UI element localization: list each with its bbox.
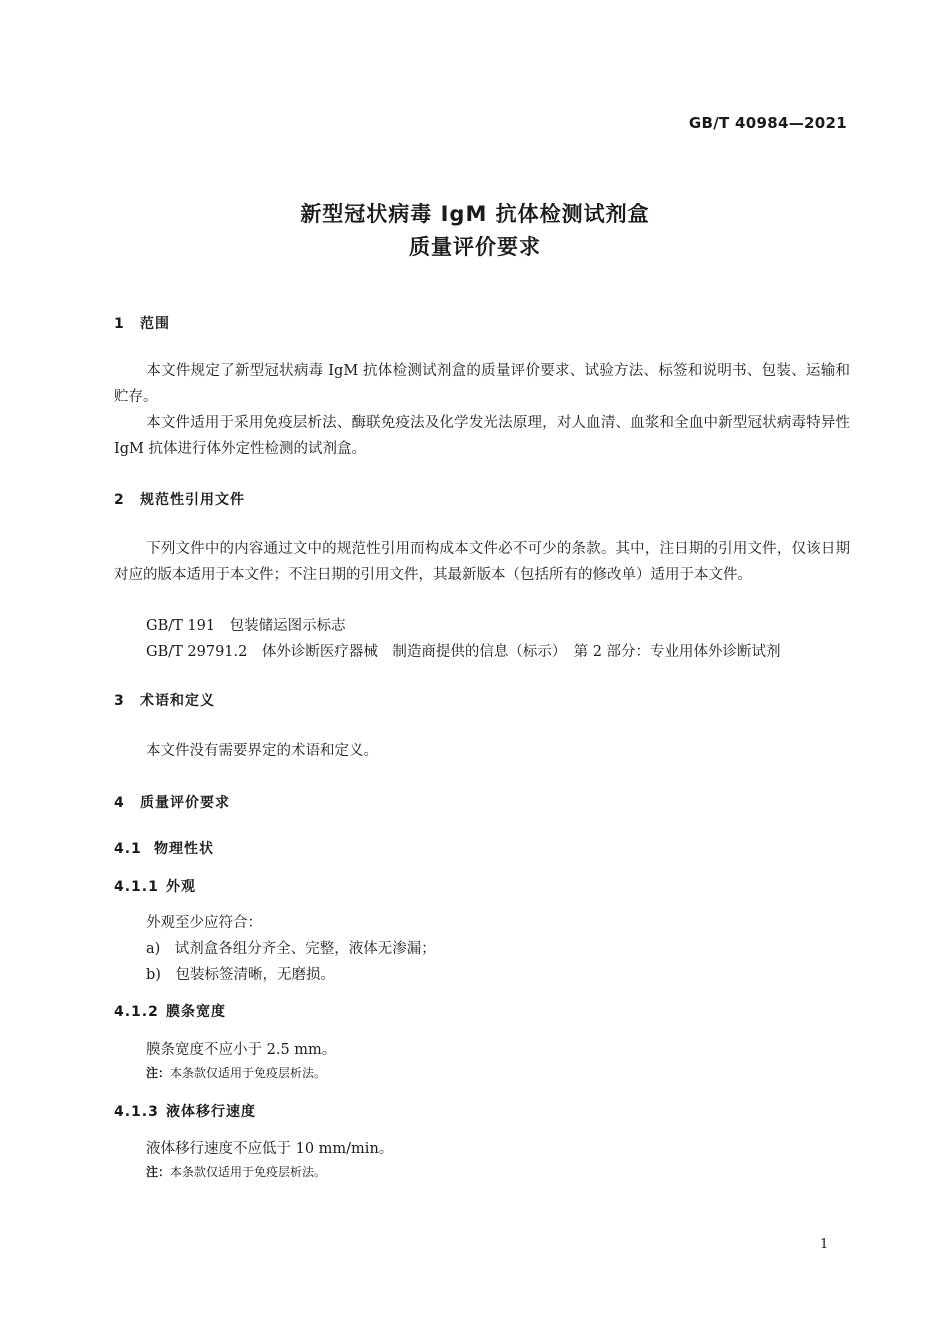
section-1-heading xyxy=(114,313,170,333)
section-number: 4.1.2 xyxy=(114,1004,159,1020)
section-title: 范围 xyxy=(140,316,170,332)
subsection-4-1-2-heading xyxy=(114,1001,226,1021)
section-number: 4.1 xyxy=(114,841,142,857)
section-title: 质量评价要求 xyxy=(140,795,230,811)
section-2-heading xyxy=(114,489,245,509)
section-title: 规范性引用文件 xyxy=(140,492,245,508)
reference-item: GB/T 29791.2 体外诊断医疗器械 制造商提供的信息（标示） 第 2 部分：专业用体外诊断试剂 xyxy=(146,644,781,660)
section-number: 2 xyxy=(114,492,125,508)
section-number: 4.1.3 xyxy=(114,1104,159,1120)
section-3-heading xyxy=(114,690,215,710)
section-number: 3 xyxy=(114,693,125,709)
section-title: 物理性状 xyxy=(154,841,214,857)
document-title-line1: 新型冠状病毒 IgM 抗体检测试剂盒 xyxy=(300,202,650,226)
section-title: 膜条宽度 xyxy=(166,1004,226,1020)
paragraph-text: 下列文件中的内容通过文中的规范性引用而构成本文件必不可少的条款。其中，注日期的引用文件，仅该日期对应的版本适用于本文件；不注日期的引用文件，其最新版本（包括所有的修改单）适用于本文件。 xyxy=(114,541,850,583)
note xyxy=(146,1163,326,1180)
section-title: 外观 xyxy=(166,879,196,895)
note-text: 本条款仅适用于免疫层析法。 xyxy=(170,1066,327,1080)
subsection-4-1-heading xyxy=(114,838,214,858)
paragraph-text: 液体移行速度不应低于 10 mm/min。 xyxy=(146,1141,394,1157)
section-4-heading xyxy=(114,792,230,812)
section-title: 术语和定义 xyxy=(140,693,215,709)
paragraph-text: 本文件适用于采用免疫层析法、酶联免疫法及化学发光法原理，对人血清、血浆和全血中新型冠状病毒特异性 IgM 抗体进行体外定性检测的试剂盒。 xyxy=(114,415,850,457)
section-number: 4.1.1 xyxy=(114,879,159,895)
note-label: 注： xyxy=(146,1165,171,1179)
section-title: 液体移行速度 xyxy=(166,1104,256,1120)
note-text: 本条款仅适用于免疫层析法。 xyxy=(170,1165,327,1179)
standard-number: GB/T 40984—2021 xyxy=(688,114,847,132)
page-number: 1 xyxy=(820,1237,829,1252)
note-label: 注： xyxy=(146,1066,171,1080)
paragraph-text: 膜条宽度不应小于 2.5 mm。 xyxy=(146,1042,337,1058)
subsection-4-1-3-heading xyxy=(114,1101,256,1121)
paragraph xyxy=(114,410,850,462)
paragraph xyxy=(114,536,850,588)
section-number: 4 xyxy=(114,795,125,811)
document-title-line2: 质量评价要求 xyxy=(409,235,541,259)
list-item: a) 试剂盒各组分齐全、完整，液体无渗漏； xyxy=(146,941,436,957)
paragraph-text: 本文件没有需要界定的术语和定义。 xyxy=(146,743,378,759)
section-number: 1 xyxy=(114,316,125,332)
paragraph-text: 本文件规定了新型冠状病毒 IgM 抗体检测试剂盒的质量评价要求、试验方法、标签和说明书、包装、运输和贮存。 xyxy=(114,363,850,405)
reference-item: GB/T 191 包装储运图示标志 xyxy=(146,618,346,634)
list-item: b) 包装标签清晰，无磨损。 xyxy=(146,967,335,983)
paragraph xyxy=(114,358,850,410)
subsection-4-1-1-heading xyxy=(114,876,196,896)
paragraph-text: 外观至少应符合： xyxy=(146,915,262,931)
note xyxy=(146,1064,326,1081)
